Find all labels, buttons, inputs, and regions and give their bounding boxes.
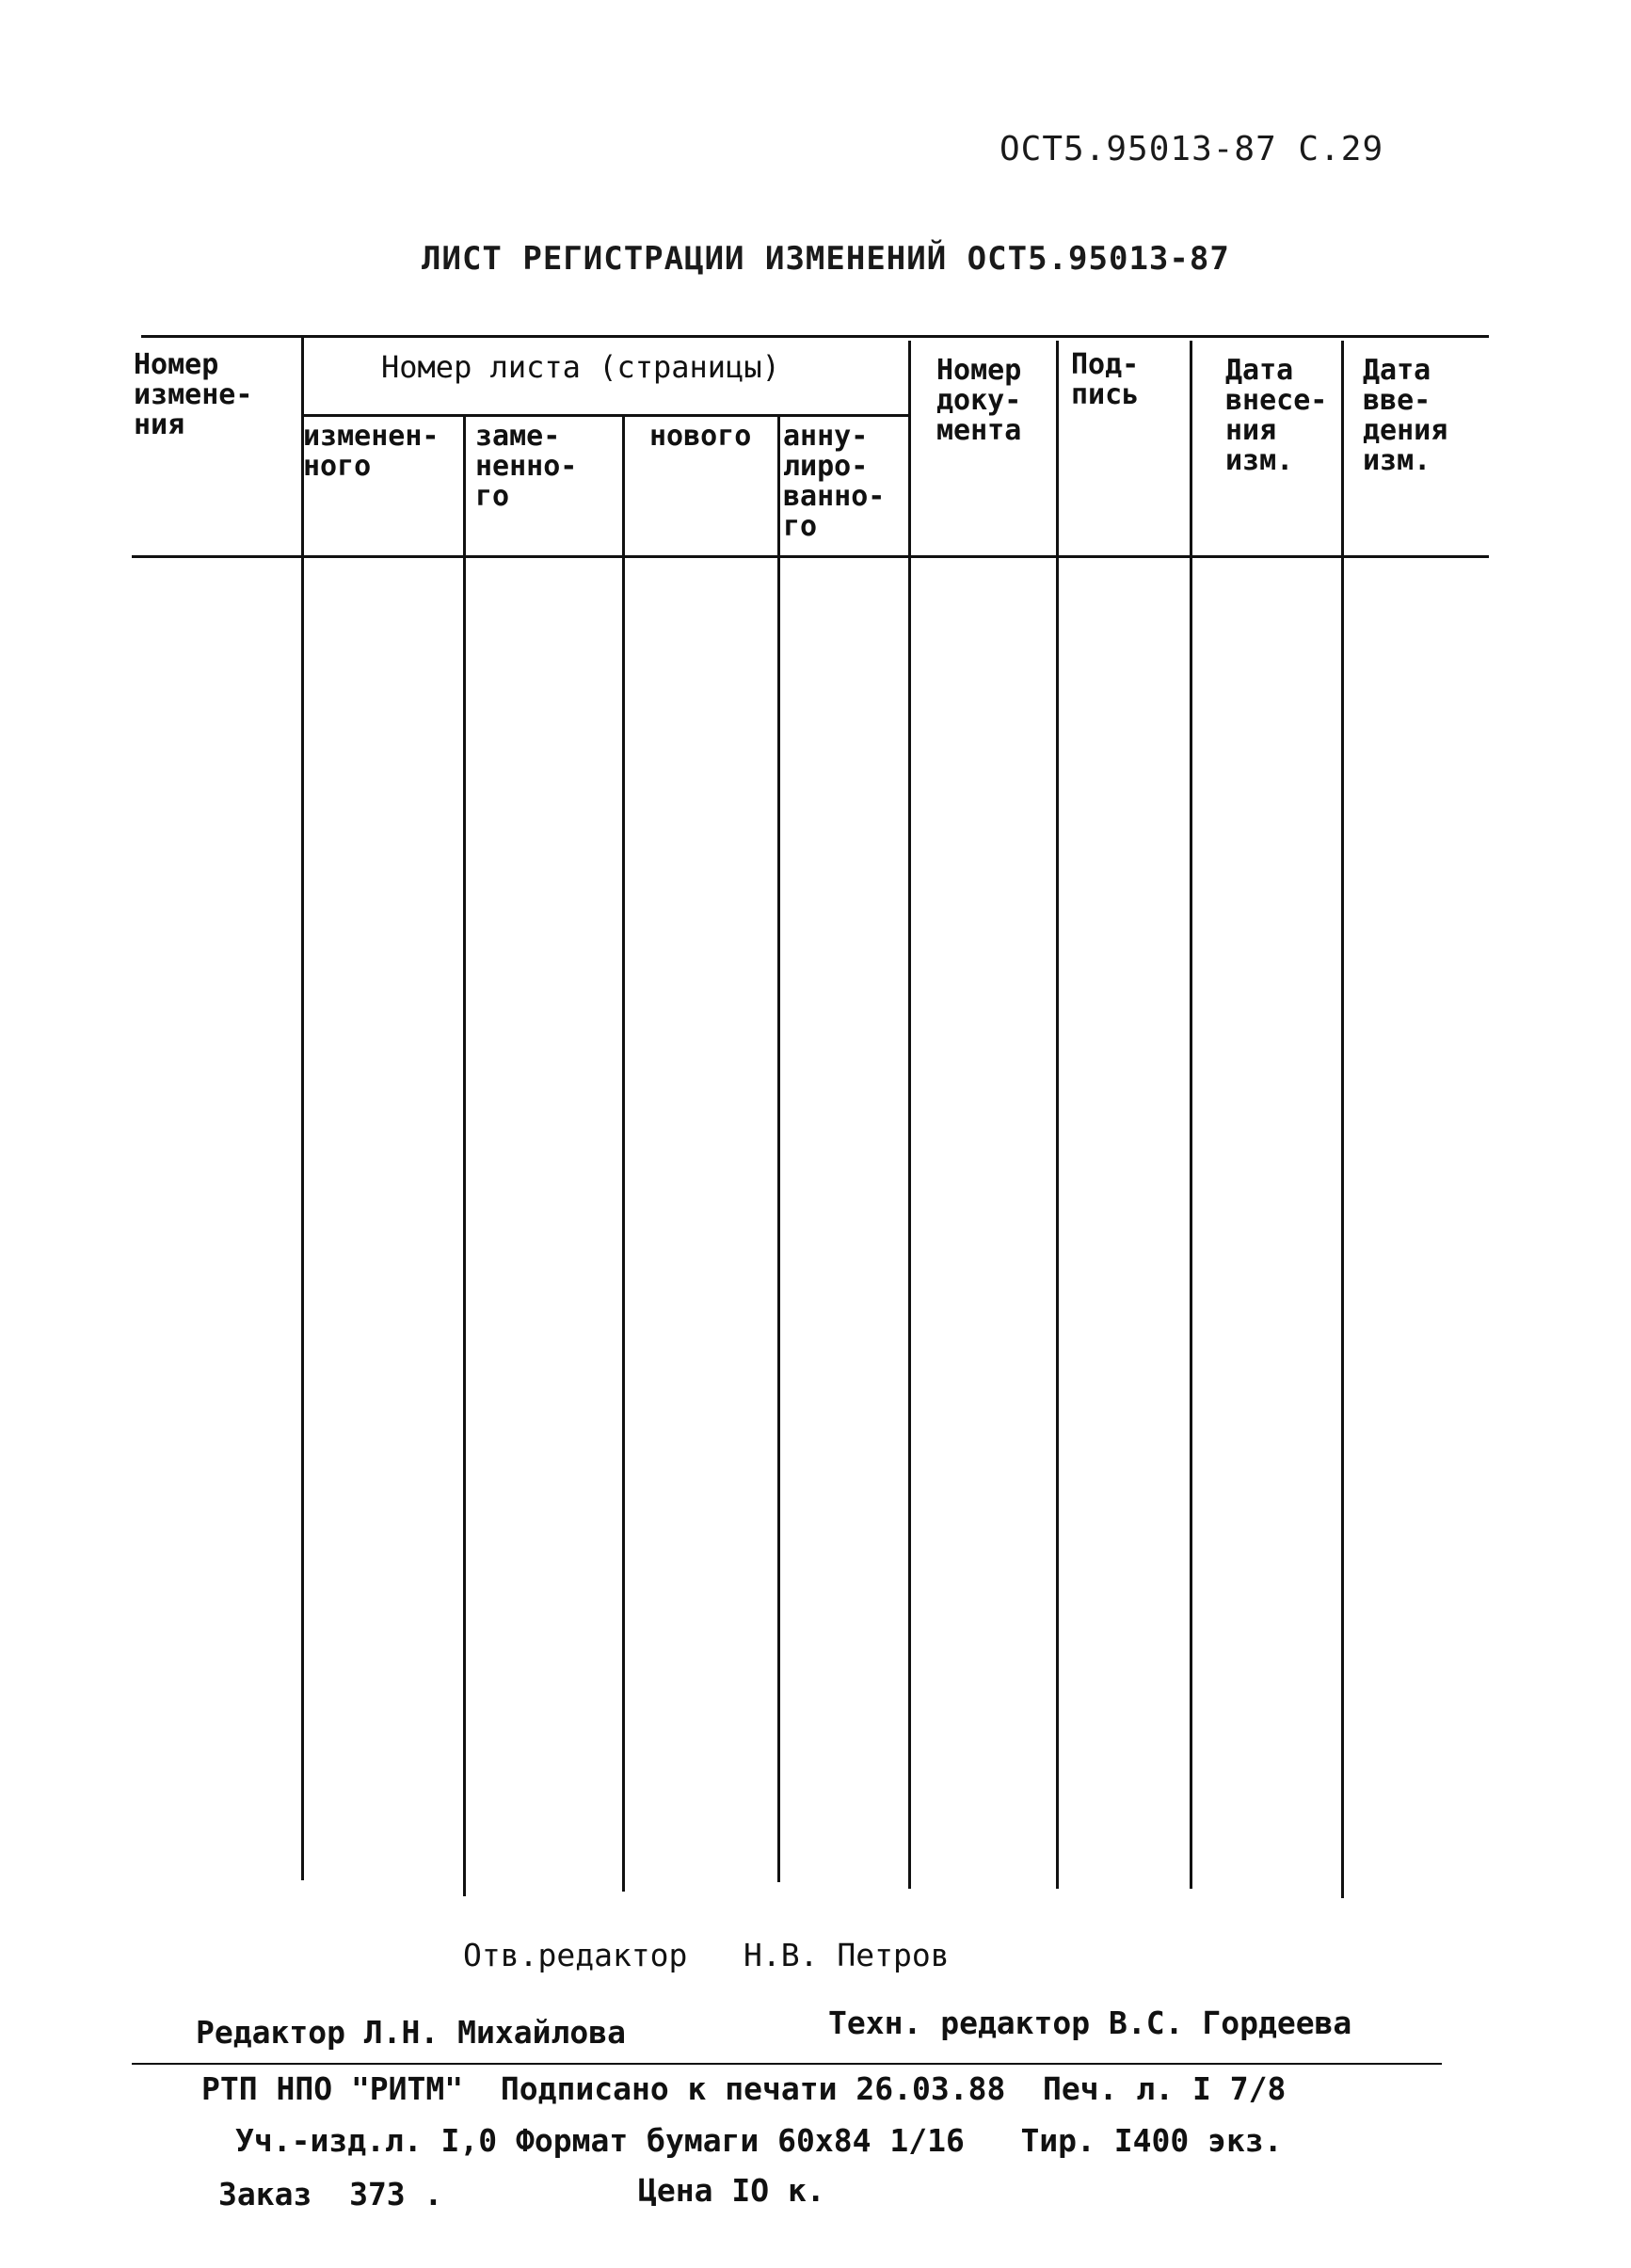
page-title: ЛИСТ РЕГИСТРАЦИИ ИЗМЕНЕНИЙ ОСТ5.95013-87 <box>422 240 1230 278</box>
tech-editor: Техн. редактор В.С. Гордеева <box>828 2004 1352 2041</box>
column-divider-6 <box>1056 341 1059 1889</box>
column-divider-2 <box>463 414 466 1896</box>
header-signature: Под- пись <box>1071 348 1140 411</box>
header-entry-date: Дата внесе- ния изм. <box>1225 354 1328 477</box>
header-document-number: Номер доку- мента <box>936 354 1022 447</box>
order-number: Заказ 373 . <box>218 2176 443 2212</box>
header-changed: изменен- ного <box>303 420 440 483</box>
header-annulled: анну- лиро- ванно- го <box>783 420 886 543</box>
header-change-number: Номер измене- ния <box>134 348 253 441</box>
column-divider-5 <box>908 341 911 1889</box>
column-divider-1 <box>301 337 304 1880</box>
column-divider-4 <box>777 414 780 1882</box>
header-intro-date: Дата вве- дения изм. <box>1363 354 1448 477</box>
header-new: нового <box>649 420 752 453</box>
header-sheet-number-group: Номер листа (страницы) <box>381 349 780 385</box>
table-top-rule <box>141 335 1489 338</box>
header-replaced: заме- ненно- го <box>475 420 578 513</box>
editor: Редактор Л.Н. Михайлова <box>196 2014 626 2051</box>
subheader-rule <box>303 414 909 417</box>
imprint-line-1: РТП НПО "РИТМ" Подписано к печати 26.03.88 Печ. л. I 7/8 <box>201 2070 1287 2107</box>
document-reference: ОСТ5.95013-87 С.29 <box>999 130 1384 168</box>
column-divider-7 <box>1190 341 1192 1889</box>
imprint-line-2: Уч.-изд.л. I,0 Формат бумаги 60х84 1/16 Тир. I400 экз. <box>235 2122 1283 2159</box>
column-divider-8 <box>1341 341 1344 1898</box>
chief-editor: Отв.редактор Н.В. Петров <box>463 1937 950 1973</box>
column-divider-3 <box>622 414 625 1892</box>
price: Цена IO к. <box>638 2172 825 2209</box>
header-bottom-rule <box>132 555 1489 558</box>
imprint-rule <box>132 2063 1442 2065</box>
